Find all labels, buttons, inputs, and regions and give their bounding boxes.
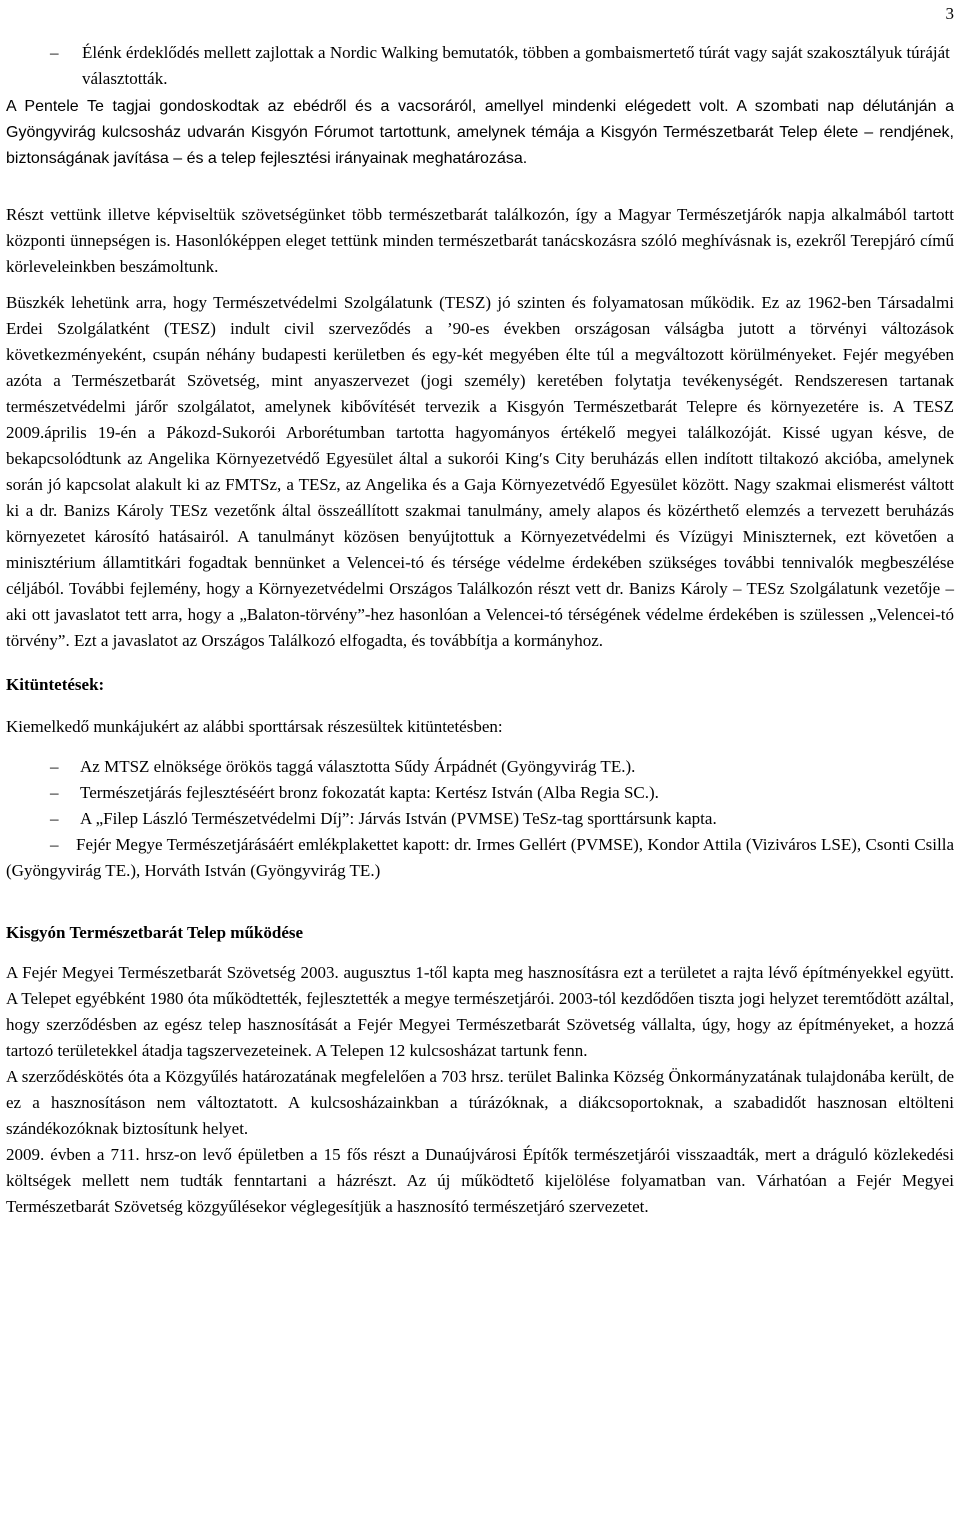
bullet-dash: – [50, 43, 59, 62]
section-heading-kituntetesek: Kitüntetések: [6, 675, 105, 694]
paragraph-pentele-text: A Pentele Te tagjai gondoskodtak az ebédről és a vacsoráról, amellyel mindenki elégedett volt. [6, 98, 729, 115]
intro-bullet-text: Élénk érdeklődés mellett zajlottak a Nordic Walking bemutatók, többen a gombaismertető túrát vagy saját szakosztályuk túráját választották. [82, 43, 950, 88]
award-item [6, 780, 954, 806]
paragraph-forum-text: A szombati nap délutánján a Gyöngyvirág kulcsosház udvarán Kisgyón Fórumot tartottunk, amelynek témája a Kisgyón Természetbarát Telep élete – rendjének, biztonságának javítása – és a telep fejlesztési irányainak meghatározása. [6, 98, 955, 167]
award-item [6, 832, 954, 884]
award-text: Természetjárás fejlesztéséért bronz fokozatát kapta: Kertész István (Alba Regia SC.). [80, 783, 659, 802]
award-item [6, 754, 954, 780]
paragraph-telep-1: A Fejér Megyei Természetbarát Szövetség 2003. augusztus 1-től kapta meg hasznosításra ezt a területet a rajta lévő építményekkel együtt. A Telepet egyébként 1980 óta működtették, fejlesztették a megye természetjárói. 2003-tól kezdődően tiszta jogi helyzet teremtődött azáltal, hogy szerződésben az egész telep hasznosítását a Fejér Megyei Természetbarát Szövetség vállalta, úgy, hogy az építményeket, a hozzá tartozó területekkel átadja tagszervezeteinek. A Telepen 12 kulcsosházat tartunk fenn. [6, 963, 954, 1060]
awards-list [6, 754, 954, 884]
award-text: A „Filep László Természetvédelmi Díj”: Járvás István (PVMSE) TeSz-tag sporttársunk kapta. [80, 809, 717, 828]
bullet-dash: – [50, 835, 59, 854]
paragraph-kituntetesek-intro: Kiemelkedő munkájukért az alábbi sporttársak részesültek kitüntetésben: [6, 717, 503, 736]
bullet-dash: – [50, 757, 59, 776]
paragraph-tesz: Büszkék lehetünk arra, hogy Természetvédelmi Szolgálatunk (TESZ) jó szinten és folyamatosan működik. Ez az 1962-ben Társadalmi Erdei Szolgálatként (TESZ) indult civil szerveződés a ’90-es években országosan válságba jutott a törvényi változások következményeként, csupán néhány budapesti kerületben és egy-két megyében élte túl a megváltozott körülményeket. Fejér megyében azóta a Természetbarát Szövetség, mint anyaszervezet (jogi személy) keretében folytatja tevékenységét. Rendszeresen tartanak természetvédelmi járőr szolgálatot, amelynek kibővítését tervezik a Kisgyón Természetbarát Telepre és környezetére is. A TESZ 2009.április 19-én a Pákozd-Sukorói Arborétumban tartotta hagyományos értékelő megyei találkozóját. Kissé ugyan késve, de bekapcsolódtunk az Angelika Környezetvédő Egyesület által a sukorói King′s City beruházás ellen indított tiltakozó akcióba, amelynek során jó kapcsolat alakult ki az FMTSz, a TESz, az Angelika és a Gaja Környezetvédő Egyesület között. Nagy szakmai elismerést váltott ki a dr. Banizs Károly TESz vezetőnk által összeállított szakmai tanulmány, amely alapos és közérthető elemzés a tervezett beruházás környezetet károsító hatásairól. A tanulmányt közösen benyújtottuk a Környezetvédelmi és Vízügyi Miniszternek, ezt követően a minisztérium államtitkári fogadtak bennünket a Velencei-tó és térsége védelme érdekében szükséges további tennivalók megbeszélése céljából. További fejlemény, hogy a Környezetvédelmi Országos Találkozón részt vett dr. Banizs Károly – TESz Szolgálatunk vezetője – aki ott javaslatot tett arra, hogy a „Balaton-törvény”-hez hasonlóan a Velencei-tó térségének védelme érdekében is szülessen „Velencei-tó törvény”. Ezt a javaslatot az Országos Találkozó elfogadta, és továbbítja a kormányhoz. [6, 293, 954, 650]
award-text: Az MTSZ elnöksége örökös taggá választotta Sűdy Árpádnét (Gyöngyvirág TE.). [80, 757, 636, 776]
paragraph-pentele [6, 94, 954, 172]
bullet-dash: – [50, 783, 59, 802]
award-text: Fejér Megye Természetjárásáért emlékplakettet kapott: dr. Irmes Gellért (PVMSE), Kondor Attila (Viziváros LSE), Csonti Csilla (Gyöngyvirág TE.), Horváth István (Gyöngyvirág TE.) [6, 835, 954, 880]
paragraph-reszt: Részt vettünk illetve képviseltük szövetségünket több természetbarát találkozón, így a Magyar Természetjárók napja alkalmából tartott központi ünnepségen is. Hasonlóképpen eleget tettünk minden természetbarát tanácskozásra szóló meghívásnak is, ezekről Terepjáró című körleveleinkben beszámoltunk. [6, 205, 954, 276]
bullet-dash: – [50, 809, 59, 828]
intro-bullet-item [6, 40, 954, 92]
paragraph-telep-2: A szerződéskötés óta a Közgyűlés határozatának megfelelően a 703 hrsz. terület Balinka Község Önkormányzatának tulajdonába került, de ez a hasznosításon nem változtatott. A kulcsosházainkban a túrázóknak, a diákcsoportoknak, a szabadidőt hasznosan eltölteni szándékozóknak biztosítunk helyet. [6, 1067, 954, 1138]
page-number: 3 [945, 4, 954, 23]
section-heading-telep: Kisgyón Természetbarát Telep működése [6, 923, 304, 942]
award-item [6, 806, 954, 832]
paragraph-telep-3: 2009. évben a 711. hrsz-on levő épületben a 15 fős részt a Dunaújvárosi Építők természetjárói visszaadták, mert a dráguló közlekedési költségek mellett nem tudták fenntartani a házrészt. Az új működtető kijelölése folyamatban van. Várhatóan a Fejér Megyei Természetbarát Szövetség közgyűlésekor véglegesítjük a hasznosító természetjáró szervezetet. [6, 1145, 954, 1216]
